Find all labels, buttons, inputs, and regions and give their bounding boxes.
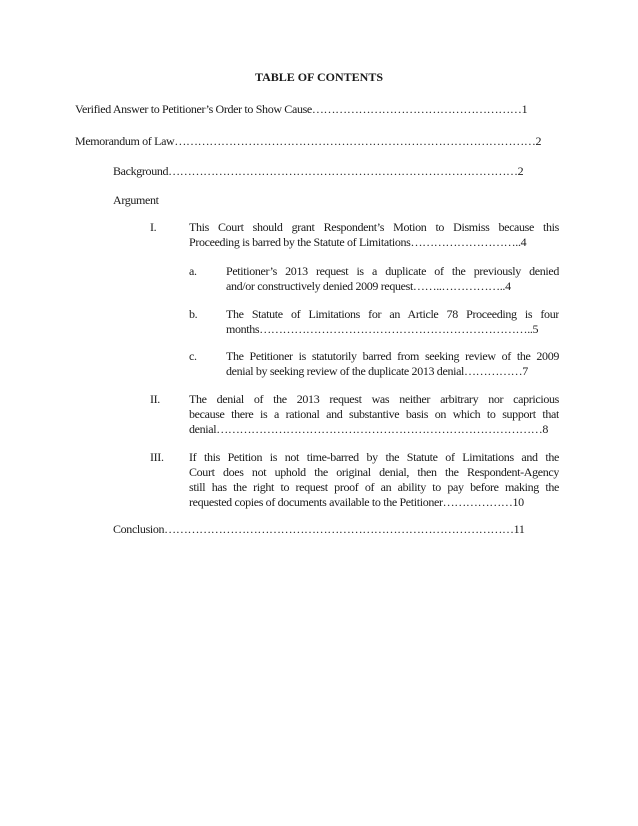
toc-text-line: denial…………………………………………………………………………8 [189, 422, 549, 436]
toc-text-line: Proceeding is barred by the Statute of Limitations………………………..4 [189, 235, 527, 249]
toc-text-line: This Court should grant Respondent’s Motion to Dismiss because this [189, 220, 559, 234]
toc-heading-argument: Argument [113, 193, 159, 207]
toc-text-line: The Petitioner is statutorily barred from seeking review of the 2009 [226, 349, 559, 363]
toc-entry-point-1c [226, 349, 559, 379]
toc-entry-point-3 [189, 450, 559, 510]
toc-entry-verified-answer: Verified Answer to Petitioner’s Order to Show Cause………………………………………………1 [75, 102, 528, 116]
toc-text-line: requested copies of documents available to the Petitioner………………10 [189, 495, 524, 509]
toc-entry-memorandum: Memorandum of Law…………………………………………………………………………………2 [75, 134, 542, 148]
toc-text-line: If this Petition is not time-barred by the Statute of Limitations and the [189, 450, 559, 464]
toc-text-line: and/or constructively denied 2009 request……..……………..4 [226, 279, 511, 293]
toc-letter-point-1b: b. [189, 307, 198, 321]
toc-letter-point-1c: c. [189, 349, 197, 363]
toc-numeral-point-1: I. [150, 220, 157, 234]
toc-entry-conclusion: Conclusion………………………………………………………………………………11 [113, 522, 525, 536]
toc-text-line: The Statute of Limitations for an Article 78 Proceeding is four [226, 307, 559, 321]
toc-entry-background: Background………………………………………………………………………………2 [113, 164, 524, 178]
toc-numeral-point-2: II. [150, 392, 160, 406]
toc-text-line: months……………………………………………………………..5 [226, 322, 539, 336]
page-title: TABLE OF CONTENTS [254, 70, 384, 84]
toc-entry-point-1 [189, 220, 559, 250]
toc-entry-point-1a [226, 264, 559, 294]
toc-letter-point-1a: a. [189, 264, 197, 278]
toc-text-line: Court does not uphold the original denial, then the Respondent-Agency [189, 465, 559, 479]
toc-text-line: denial by seeking review of the duplicate 2013 denial……………7 [226, 364, 528, 378]
toc-text-line: The denial of the 2013 request was neither arbitrary nor capricious [189, 392, 559, 406]
toc-numeral-point-3: III. [150, 450, 164, 464]
toc-text-line: Petitioner’s 2013 request is a duplicate of the previously denied [226, 264, 559, 278]
toc-text-line: still has the right to request proof of an ability to pay before making the [189, 480, 559, 494]
toc-entry-point-2 [189, 392, 559, 437]
toc-entry-point-1b [226, 307, 559, 337]
toc-text-line: because there is a rational and substantive basis on which to support that [189, 407, 559, 421]
